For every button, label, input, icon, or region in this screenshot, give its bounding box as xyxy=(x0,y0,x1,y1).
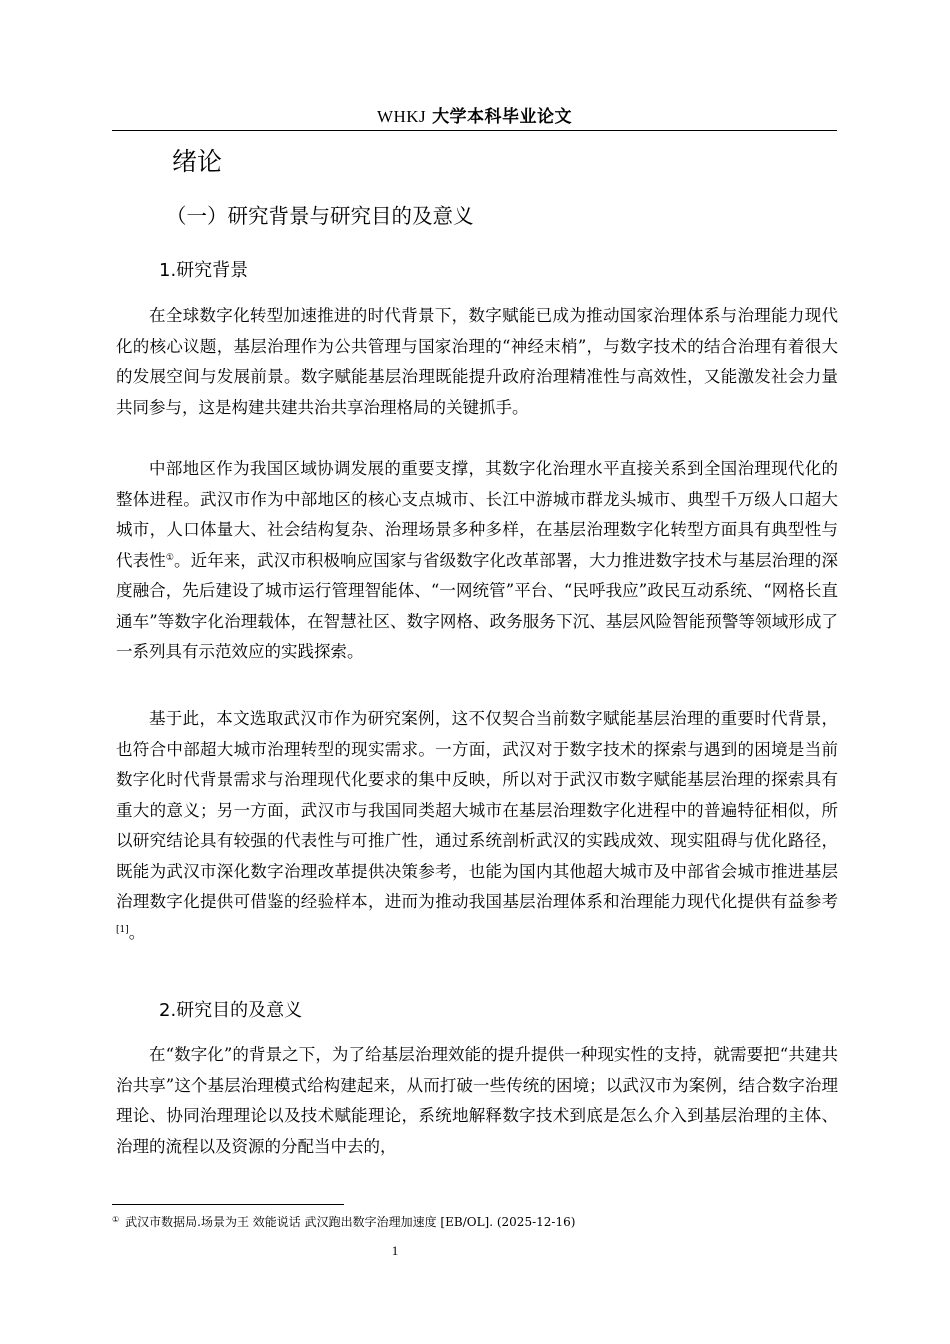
header-rule xyxy=(112,130,837,131)
section-title: （一）研究背景与研究目的及意义 xyxy=(166,204,474,228)
subsection-title-purpose: 2.研究目的及意义 xyxy=(159,1000,303,1021)
footnote xyxy=(112,1211,575,1231)
citation-ref[interactable]: [1] xyxy=(116,924,129,935)
page-header xyxy=(112,104,837,130)
header-school: WHKJ xyxy=(376,107,427,126)
paragraph-text: 中部地区作为我国区域协调发展的重要支撑，其数字化治理水平直接关系到全国治理现代化的整体进程。武汉市作为中部地区的核心支点城市、长江中游城市群龙头城市、典型千万级人口超大城市，人口体量大、社会结构复杂、治理场景多种多样，在基层治理数字化转型方面具有典型性与代表性 xyxy=(116,459,838,570)
subsection-title-background: 1.研究背景 xyxy=(159,260,249,281)
page-number: 1 xyxy=(391,1243,399,1258)
paragraph-text: 。 xyxy=(128,922,146,942)
paragraph-background-2 xyxy=(116,454,838,668)
footnote-text: 武汉市数据局.场景为王 效能说话 武汉跑出数字治理加速度 [EB/OL]. (2025-12-16) xyxy=(125,1215,576,1229)
paragraph-text: 基于此，本文选取武汉市作为研究案例，这不仅契合当前数字赋能基层治理的重要时代背景，也符合中部超大城市治理转型的现实需求。一方面，武汉对于数字技术的探索与遇到的困境是当前数字化时代背景需求与治理现代化要求的集中反映，所以对于武汉市数字赋能基层治理的探索具有重大的意义；另一方面，武汉市与我国同类超大城市在基层治理数字化进程中的普遍特征相似，所以研究结论具有较强的代表性与可推广性，通过系统剖析武汉的实践成效、现实阻碍与优化路径，既能为武汉市深化数字治理改革提供决策参考，也能为国内其他超大城市及中部省会城市推进基层治理数字化提供可借鉴的经验样本，进而为推动我国基层治理体系和治理能力现代化提供有益参考 xyxy=(116,709,838,911)
paragraph-purpose-1: 在“数字化”的背景之下，为了给基层治理效能的提升提供一种现实性的支持，就需要把“共建共治共享”这个基层治理模式给构建起来，从而打破一些传统的困境；以武汉市为案例，结合数字治理理论、协同治理理论以及技术赋能理论，系统地解释数字技术到底是怎么介入到基层治理的主体、治理的流程以及资源的分配当中去的， xyxy=(116,1045,838,1156)
footnote-rule xyxy=(112,1204,344,1205)
footnote-ref[interactable]: ① xyxy=(165,552,174,563)
header-title: 大学本科毕业论文 xyxy=(432,107,573,127)
chapter-title: 绪论 xyxy=(172,147,223,176)
footnote-mark: ① xyxy=(112,1215,120,1224)
paragraph-background-1: 在全球数字化转型加速推进的时代背景下，数字赋能已成为推动国家治理体系与治理能力现代化的核心议题，基层治理作为公共管理与国家治理的“神经末梢”，与数字技术的结合治理有着很大的发展空间与发展前景。数字赋能基层治理既能提升政府治理精准性与高效性，又能激发社会力量共同参与，这是构建共建共治共享治理格局的关键抓手。 xyxy=(116,306,838,417)
paragraph-text: 。近年来，武汉市积极响应国家与省级数字化改革部署，大力推进数字技术与基层治理的深度融合，先后建设了城市运行管理智能体、“一网统管”平台、“民呼我应”政民互动系统、“网格长直通车”等数字化治理载体，在智慧社区、数字网格、政务服务下沉、基层风险智能预警等领域形成了一系列具有示范效应的实践探索。 xyxy=(116,550,838,661)
paragraph-background-3 xyxy=(116,704,838,948)
